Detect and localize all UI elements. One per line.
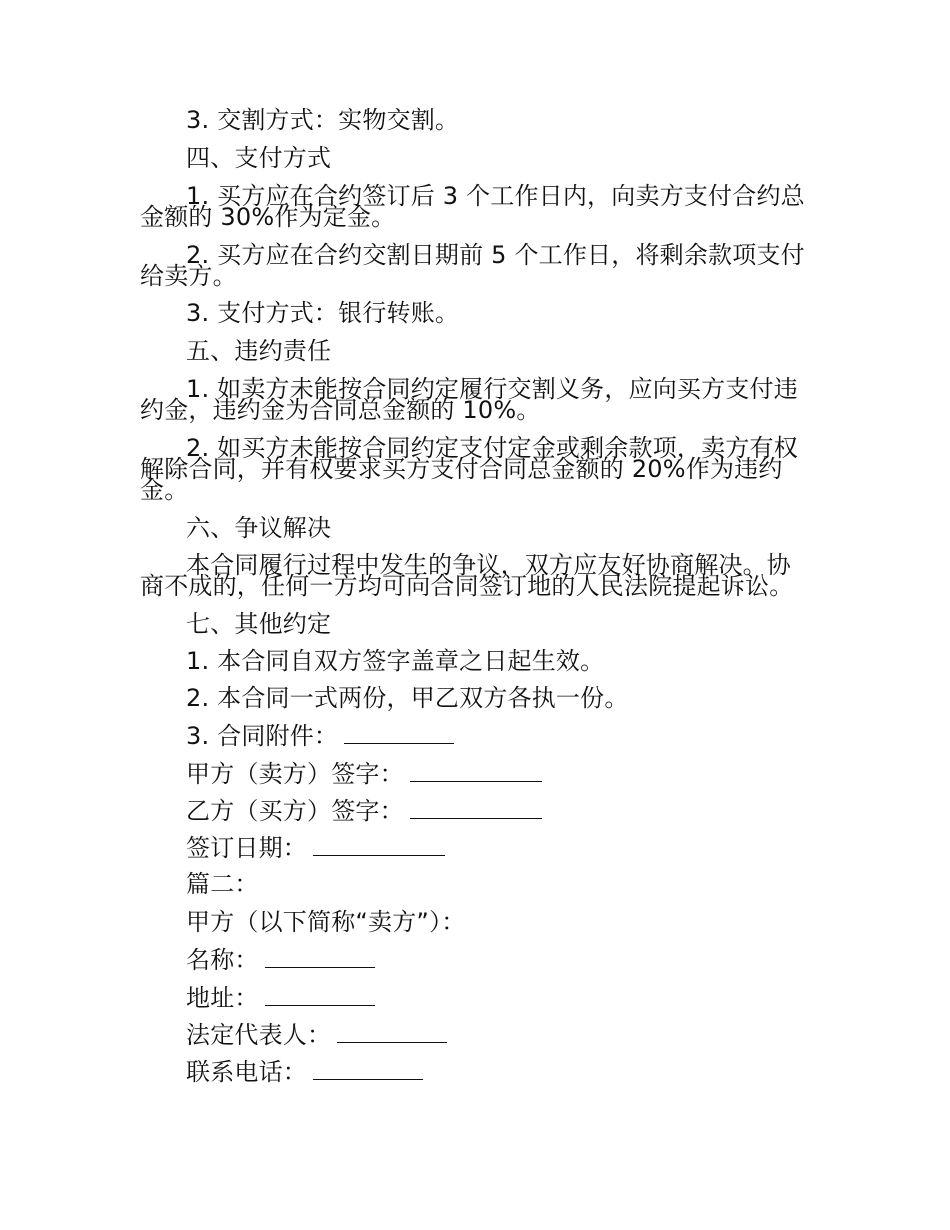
delivery-method-clause: 3. 交割方式：实物交割。 — [186, 106, 460, 134]
liability-clause-2-line-2: 解除合同，并有权要求买方支付合同总金额的 20%作为违约 — [140, 455, 783, 483]
payment-clause-2-line-1: 2. 买方应在合约交割日期前 5 个工作日，将剩余款项支付 — [186, 241, 805, 269]
liability-clause-2-line-3: 金。 — [140, 476, 189, 504]
buyer-signature-blank — [410, 796, 542, 819]
payment-clause-3: 3. 支付方式：银行转账。 — [186, 299, 460, 327]
other-clause-2: 2. 本合同一式两份，甲乙双方各执一份。 — [186, 684, 629, 712]
dispute-clause-line-1: 本合同履行过程中发生的争议，双方应友好协商解决。协 — [186, 551, 791, 579]
section-heading-liability: 五、违约责任 — [186, 337, 332, 365]
attachment-blank — [344, 721, 454, 744]
section-heading-dispute: 六、争议解决 — [186, 514, 332, 542]
sign-date-blank — [313, 833, 445, 856]
address-label: 地址： — [186, 984, 259, 1012]
dispute-clause-line-2: 商不成的，任何一方均可向合同签订地的人民法院提起诉讼。 — [140, 572, 794, 600]
sign-date-label: 签订日期： — [186, 834, 307, 862]
legal-representative-blank — [337, 1020, 447, 1043]
legal-representative-field — [186, 1020, 447, 1049]
payment-clause-1-line-2: 金额的 30%作为定金。 — [140, 203, 396, 231]
payment-clause-1-line-1: 1. 买方应在合约签订后 3 个工作日内，向卖方支付合约总 — [186, 182, 805, 210]
name-blank — [265, 945, 375, 968]
legal-representative-label: 法定代表人： — [186, 1021, 332, 1049]
seller-signature-field — [186, 759, 542, 788]
name-field — [186, 945, 375, 974]
payment-clause-2-line-2: 给卖方。 — [140, 262, 237, 290]
sign-date-field — [186, 833, 445, 862]
buyer-signature-field — [186, 796, 542, 825]
phone-label: 联系电话： — [186, 1058, 307, 1086]
attachment-field — [186, 721, 454, 750]
section-heading-payment: 四、支付方式 — [186, 144, 332, 172]
section-heading-other: 七、其他约定 — [186, 610, 332, 638]
address-blank — [265, 983, 375, 1006]
part-two-title: 篇二： — [186, 870, 259, 898]
name-label: 名称： — [186, 946, 259, 974]
address-field — [186, 983, 375, 1012]
liability-clause-2-line-1: 2. 如买方未能按合同约定支付定金或剩余款项，卖方有权 — [186, 434, 798, 462]
seller-signature-blank — [410, 759, 542, 782]
attachment-label: 3. 合同附件： — [186, 722, 339, 750]
party-a-intro: 甲方（以下简称“卖方”）： — [186, 908, 466, 936]
phone-field — [186, 1057, 423, 1086]
liability-clause-1-line-2: 约金，违约金为合同总金额的 10%。 — [140, 396, 541, 424]
phone-blank — [313, 1057, 423, 1080]
other-clause-1: 1. 本合同自双方签字盖章之日起生效。 — [186, 647, 605, 675]
seller-signature-label: 甲方（卖方）签字： — [186, 760, 404, 788]
buyer-signature-label: 乙方（买方）签字： — [186, 797, 404, 825]
liability-clause-1-line-1: 1. 如卖方未能按合同约定履行交割义务，应向买方支付违 — [186, 375, 798, 403]
